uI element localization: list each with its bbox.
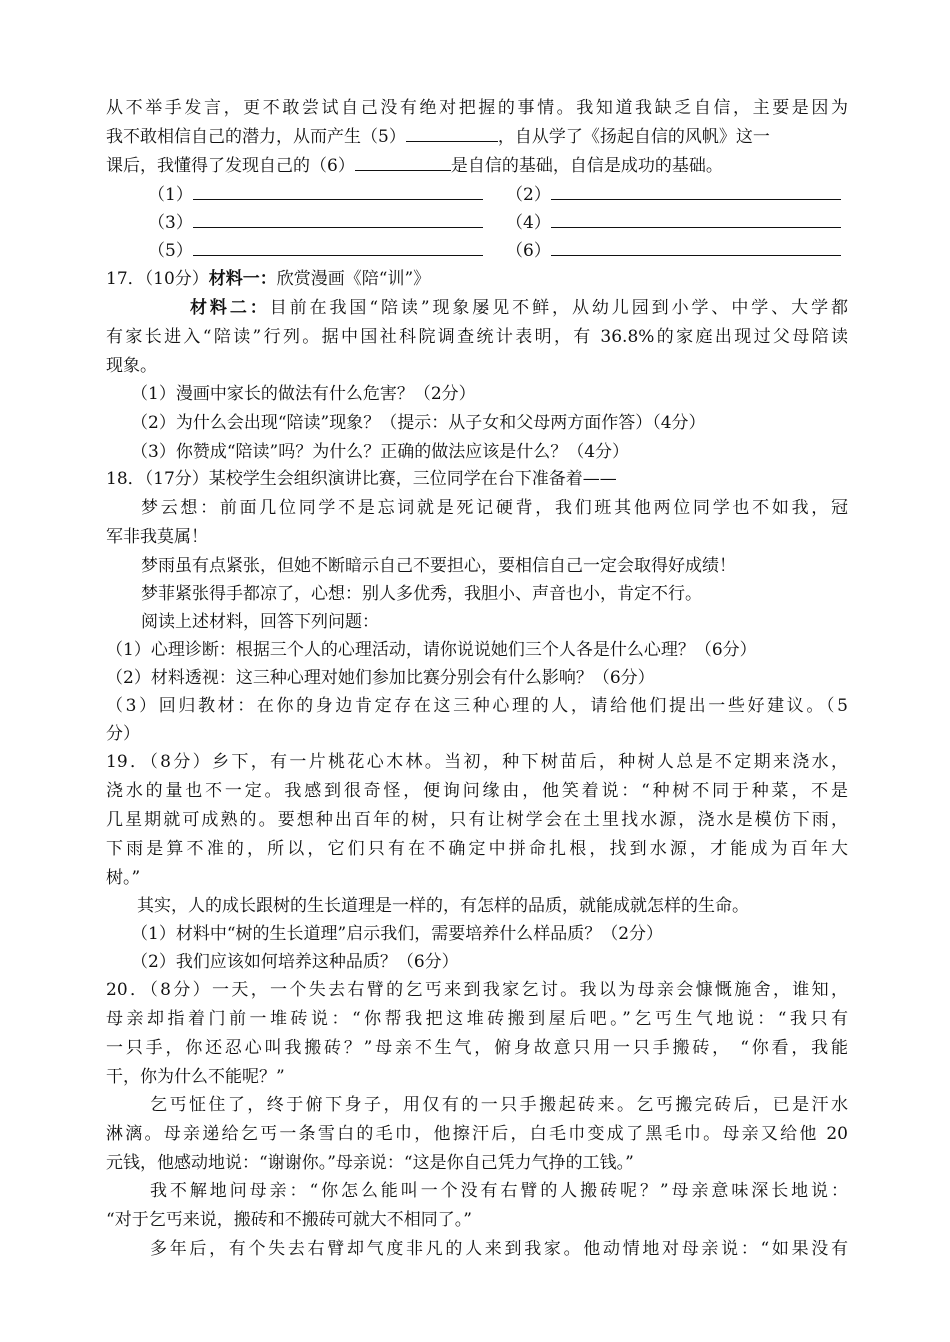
q20-line-4: 干，你为什么不能呢？” <box>106 1067 285 1087</box>
q18-sub-2: （2）材料透视：这三种心理对她们参加比赛分别会有什么影响？（6分） <box>106 668 655 688</box>
q18-para-4: 阅读上述材料，回答下列问题： <box>141 612 379 632</box>
q20-para-2-line-3: 元钱，他感动地说：“谢谢你。”母亲说：“这是你自己凭力气挣的工钱。” <box>106 1153 634 1173</box>
q19-line-3: 几星期就可成熟的。要想种出百年的树，只有让树学会在土里找水源，浇水是模仿下雨， <box>106 810 848 830</box>
answer-line-6[interactable] <box>551 239 841 256</box>
answer-line-1[interactable] <box>193 183 483 200</box>
q20-line-3: 一只手，你还忍心叫我搬砖？”母亲不生气，俯身故意只用一只手搬砖， “你看，我能 <box>106 1038 848 1058</box>
blank-label-5: （5） <box>148 241 193 261</box>
q18-para-2: 梦雨虽有点紧张，但她不断暗示自己不要担心，要相信自己一定会取得好成绩！ <box>141 556 736 576</box>
q17-heading <box>106 267 430 291</box>
q18-para-3: 梦菲紧张得手都凉了，心想：别人多优秀，我胆小、声音也小，肯定不行。 <box>141 584 702 604</box>
q17-material-2-line-1 <box>190 296 848 320</box>
q17-material-2-line-3: 现象。 <box>106 356 157 376</box>
answer-blank-5-inline[interactable] <box>406 125 498 142</box>
q19-sub-1: （1）材料中“树的生长道理”启示我们，需要培养什么样品质？（2分） <box>131 924 664 944</box>
q17-material-1-label: 材料一： <box>208 269 277 289</box>
q18-para-1-line-2: 军非我莫属！ <box>106 527 208 547</box>
q18-sub-3-line-1: （3）回归教材：在你的身边肯定存在这三种心理的人，请给他们提出一些好建议。（5 <box>106 696 848 716</box>
intro-line-3 <box>106 154 723 178</box>
blank-label-3: （3） <box>148 213 193 233</box>
q19-line-2: 浇水的量也不一定。我感到很奇怪，便询问缘由，他笑着说：“种树不同于种菜，不是 <box>106 781 848 801</box>
q17-material-2-label: 材料二： <box>190 298 270 318</box>
blank-label-1: （1） <box>148 185 193 205</box>
q17-material-1-title: 欣赏漫画《陪“训”》 <box>276 269 431 289</box>
answer-line-5[interactable] <box>193 239 483 256</box>
answer-blank-6-inline[interactable] <box>355 154 451 171</box>
blank-label-2: （2） <box>506 185 551 205</box>
q20-para-3-line-1: 我不解地问母亲：“你怎么能叫一个没有右臂的人搬砖呢？”母亲意味深长地说： <box>150 1181 848 1201</box>
intro-line-2-b: ，自从学了《扬起自信的风帆》这一 <box>497 127 770 147</box>
q20-para-3-line-2: “对于乞丐来说，搬砖和不搬砖可就大不相同了。” <box>106 1210 472 1230</box>
q17-number: 17．（10分） <box>106 269 209 289</box>
answer-line-3[interactable] <box>193 211 483 228</box>
answer-row-4 <box>506 211 841 235</box>
q19-sub-2: （2）我们应该如何培养这种品质？（6分） <box>131 952 459 972</box>
intro-line-1: 从不举手发言，更不敢尝试自己没有绝对把握的事情。我知道我缺乏自信，主要是因为 <box>106 98 848 118</box>
answer-line-2[interactable] <box>551 183 841 200</box>
q19-line-1: 19．（8分）乡下，有一片桃花心木林。当初，种下树苗后，种树人总是不定期来浇水， <box>106 752 848 772</box>
q20-para-4-line-1: 多年后，有个失去右臂却气度非凡的人来到我家。他动情地对母亲说：“如果没有 <box>150 1239 848 1259</box>
blank-label-6: （6） <box>506 241 551 261</box>
intro-line-3-a: 课后，我懂得了发现自己的（6） <box>106 156 355 176</box>
q18-sub-1: （1）心理诊断：根据三个人的心理活动，请你说说她们三个人各是什么心理？（6分） <box>106 640 757 660</box>
q17-material-2-text-1: 目前在我国“陪读”现象屡见不鲜，从幼儿园到小学、中学、大学都 <box>269 298 848 318</box>
q19-line-4: 下雨是算不准的，所以，它们只有在不确定中拼命扎根，找到水源，才能成为百年大 <box>106 839 848 859</box>
q20-para-2-line-2: 淋漓。母亲递给乞丐一条雪白的毛巾，他擦汗后，白毛巾变成了黑毛巾。母亲又给他 20 <box>106 1124 848 1144</box>
blank-label-4: （4） <box>506 213 551 233</box>
answer-row-6 <box>506 239 841 263</box>
q20-para-2-line-1: 乞丐怔住了，终于俯下身子，用仅有的一只手搬起砖来。乞丐搬完砖后，已是汗水 <box>150 1095 848 1115</box>
q19-line-5: 树。” <box>106 868 141 888</box>
intro-line-2 <box>106 125 848 149</box>
q17-sub-3: （3）你赞成“陪读”吗？为什么？正确的做法应该是什么？（4分） <box>131 442 630 462</box>
q17-sub-1: （1）漫画中家长的做法有什么危害？（2分） <box>131 384 476 404</box>
q20-line-1: 20．（8分）一天，一个失去右臂的乞丐来到我家乞讨。我以为母亲会慷慨施舍，谁知， <box>106 980 848 1000</box>
q18-sub-3-line-2: 分） <box>106 724 140 744</box>
q20-line-2: 母亲却指着门前一堆砖说：“你帮我把这堆砖搬到屋后吧。”乞丐生气地说：“我只有 <box>106 1009 848 1029</box>
answer-line-4[interactable] <box>551 211 841 228</box>
q17-material-2-line-2: 有家长进入“陪读”行列。据中国社科院调查统计表明，有 36.8%的家庭出现过父母陪读 <box>106 327 848 347</box>
answer-row-5 <box>148 239 483 263</box>
q18-heading: 18．（17分）某校学生会组织演讲比赛，三位同学在台下准备着—— <box>106 469 617 489</box>
q18-para-1-line-1: 梦云想：前面几位同学不是忘词就是死记硬背，我们班其他两位同学也不如我，冠 <box>141 498 848 518</box>
intro-line-2-a: 我不敢相信自己的潜力，从而产生（5） <box>106 127 406 147</box>
intro-line-3-b: 是自信的基础，自信是成功的基础。 <box>450 156 723 176</box>
answer-row-2 <box>506 183 841 207</box>
q19-line-6: 其实，人的成长跟树的生长道理是一样的，有怎样的品质，就能成就怎样的生命。 <box>137 896 749 916</box>
answer-row-3 <box>148 211 483 235</box>
q17-sub-2: （2）为什么会出现“陪读”现象？（提示：从子女和父母两方面作答）（4分） <box>131 413 706 433</box>
answer-row-1 <box>148 183 483 207</box>
